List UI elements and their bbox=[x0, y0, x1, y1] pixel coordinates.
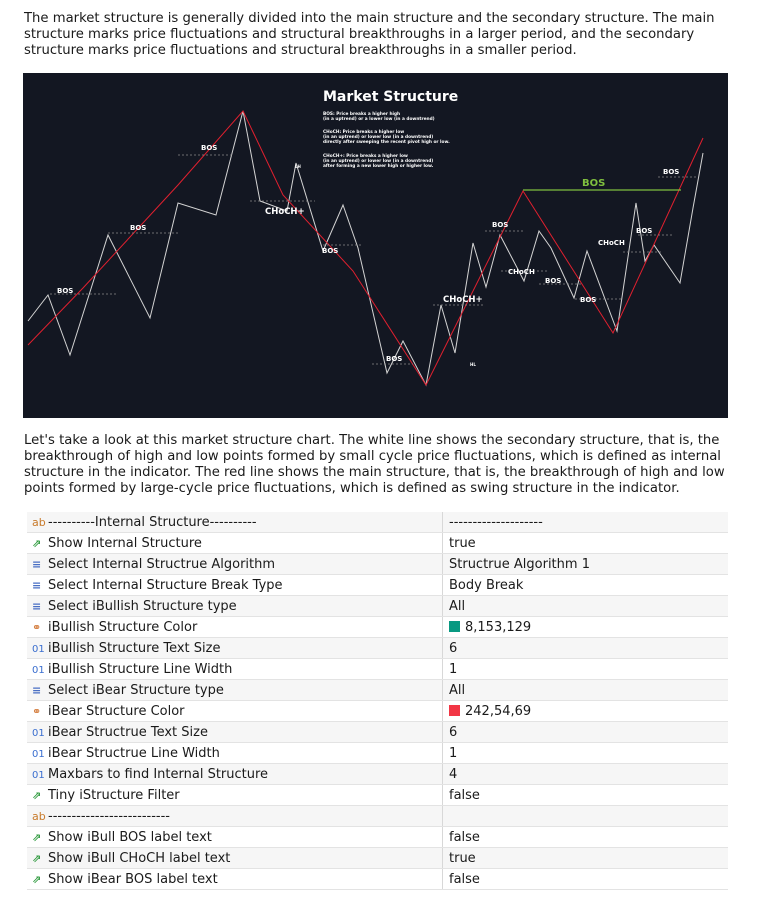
setting-value: Structrue Algorithm 1 bbox=[449, 556, 590, 572]
setting-value-cell[interactable] bbox=[443, 680, 729, 701]
settings-row[interactable] bbox=[27, 869, 728, 890]
setting-value: 6 bbox=[449, 724, 458, 740]
setting-value-cell[interactable] bbox=[443, 764, 729, 785]
setting-name-cell bbox=[27, 785, 443, 806]
choch-plus-label: CHoCH+ bbox=[265, 207, 305, 217]
chart-svg bbox=[23, 73, 728, 418]
legend-line: (in a uptrend) or a lower low (in a downtrend) bbox=[323, 117, 435, 122]
legend-line: BOS: Price breaks a higher high bbox=[323, 112, 401, 117]
ab-type-icon: ab bbox=[32, 515, 46, 529]
settings-row[interactable] bbox=[27, 701, 728, 722]
market-structure-chart bbox=[23, 73, 728, 418]
setting-name-cell bbox=[27, 743, 443, 764]
bool-type-icon: ⇗ bbox=[32, 536, 42, 550]
color-swatch[interactable] bbox=[449, 621, 460, 632]
setting-value-cell[interactable] bbox=[443, 659, 729, 680]
choch-plus-label: CHoCH+ bbox=[443, 295, 483, 305]
setting-value: false bbox=[449, 787, 480, 803]
setting-value-cell[interactable] bbox=[443, 701, 729, 722]
bos-label: BOS bbox=[386, 355, 403, 363]
legend-line: (in an uptrend) or lower low (in a downtrend) bbox=[323, 159, 434, 164]
setting-value: true bbox=[449, 535, 476, 551]
setting-value-cell[interactable] bbox=[443, 575, 729, 596]
enum-type-icon: ≡ bbox=[32, 683, 42, 697]
setting-name: iBear Structrue Text Size bbox=[48, 724, 208, 740]
setting-name: Tiny iStructure Filter bbox=[48, 787, 180, 803]
setting-value: false bbox=[449, 829, 480, 845]
setting-name: Show iBull CHoCH label text bbox=[48, 850, 231, 866]
legend-line: after forming a new lower high or higher low. bbox=[323, 164, 434, 169]
settings-row[interactable] bbox=[27, 659, 728, 680]
bos-label: BOS bbox=[201, 144, 218, 152]
setting-value-cell[interactable] bbox=[443, 722, 729, 743]
setting-name-cell bbox=[27, 575, 443, 596]
choch-label: CHoCH bbox=[598, 239, 625, 247]
bool-type-icon: ⇗ bbox=[32, 872, 42, 886]
setting-value: 242,54,69 bbox=[465, 703, 532, 719]
setting-name-cell bbox=[27, 659, 443, 680]
setting-value-cell[interactable] bbox=[443, 533, 729, 554]
num-type-icon: 01 bbox=[32, 643, 45, 655]
setting-name-cell bbox=[27, 764, 443, 785]
lh-label: LH bbox=[295, 164, 301, 169]
chart-legend bbox=[323, 111, 450, 169]
bos-label: BOS bbox=[636, 227, 653, 235]
setting-value: Body Break bbox=[449, 577, 524, 593]
setting-value-cell[interactable] bbox=[443, 617, 729, 638]
settings-row[interactable] bbox=[27, 512, 728, 533]
choch-label: CHoCH bbox=[508, 268, 535, 276]
setting-value: true bbox=[449, 850, 476, 866]
num-type-icon: 01 bbox=[32, 748, 45, 760]
legend-line: CHoCH: Price breaks a higher low bbox=[323, 130, 405, 135]
setting-value-cell[interactable] bbox=[443, 554, 729, 575]
setting-value: All bbox=[449, 598, 466, 614]
setting-value: 1 bbox=[449, 745, 458, 761]
setting-name-cell bbox=[27, 512, 443, 533]
setting-name: Select Internal Structrue Algorithm bbox=[48, 556, 276, 572]
legend-line: CHoCH+: Price breaks a higher low bbox=[323, 154, 408, 159]
enum-type-icon: ≡ bbox=[32, 557, 42, 571]
bool-type-icon: ⇗ bbox=[32, 851, 42, 865]
color-type-icon: ⚭ bbox=[32, 704, 42, 718]
setting-value-cell[interactable] bbox=[443, 638, 729, 659]
setting-value-cell[interactable] bbox=[443, 869, 729, 890]
setting-value: 1 bbox=[449, 661, 458, 677]
setting-value: 6 bbox=[449, 640, 458, 656]
setting-name: iBear Structure Color bbox=[48, 703, 185, 719]
setting-name: Select iBear Structure type bbox=[48, 682, 224, 698]
description-paragraph: Let's take a look at this market structure chart. The white line shows the secondary structure, that is, the breakthrough of high and low points formed by small cycle price fluctuations, which is defined as internal structure in the indicator. The red line shows the main structure, that is, the breakthrough of high and low points formed by large-cycle price fluctuations, which is defined as swing structure in the indicator. bbox=[24, 433, 725, 496]
setting-name-cell bbox=[27, 806, 443, 827]
settings-row[interactable] bbox=[27, 722, 728, 743]
settings-row[interactable] bbox=[27, 806, 728, 827]
settings-row[interactable] bbox=[27, 743, 728, 764]
setting-name: Select Internal Structure Break Type bbox=[48, 577, 283, 593]
setting-name: Show Internal Structure bbox=[48, 535, 202, 551]
setting-value-cell[interactable] bbox=[443, 806, 729, 827]
setting-name-cell bbox=[27, 701, 443, 722]
setting-name: iBullish Structure Line Width bbox=[48, 661, 233, 677]
color-swatch[interactable] bbox=[449, 705, 460, 716]
hl-label: HL bbox=[470, 362, 476, 367]
settings-row[interactable] bbox=[27, 680, 728, 701]
setting-name: Show iBear BOS label text bbox=[48, 871, 218, 887]
setting-name-cell bbox=[27, 869, 443, 890]
setting-name: Maxbars to find Internal Structure bbox=[48, 766, 269, 782]
setting-name: Show iBull BOS label text bbox=[48, 829, 212, 845]
settings-row[interactable] bbox=[27, 575, 728, 596]
setting-name: -------------------------- bbox=[48, 808, 170, 824]
bos-label: BOS bbox=[545, 277, 562, 285]
bos-label: BOS bbox=[57, 287, 74, 295]
enum-type-icon: ≡ bbox=[32, 599, 42, 613]
setting-name-cell bbox=[27, 554, 443, 575]
bos-label: BOS bbox=[663, 168, 680, 176]
setting-name-cell bbox=[27, 533, 443, 554]
setting-value: -------------------- bbox=[449, 514, 543, 530]
chart-title: Market Structure bbox=[323, 89, 459, 105]
settings-row[interactable] bbox=[27, 533, 728, 554]
setting-name-cell bbox=[27, 617, 443, 638]
num-type-icon: 01 bbox=[32, 769, 45, 781]
num-type-icon: 01 bbox=[32, 664, 45, 676]
settings-row[interactable] bbox=[27, 554, 728, 575]
settings-row[interactable] bbox=[27, 764, 728, 785]
enum-type-icon: ≡ bbox=[32, 578, 42, 592]
setting-value-cell[interactable] bbox=[443, 512, 729, 533]
setting-name-cell bbox=[27, 722, 443, 743]
setting-name-cell bbox=[27, 680, 443, 701]
bos-label: BOS bbox=[580, 296, 597, 304]
bos-label: BOS bbox=[492, 221, 509, 229]
setting-value: All bbox=[449, 682, 466, 698]
setting-name-cell bbox=[27, 848, 443, 869]
color-type-icon: ⚭ bbox=[32, 620, 42, 634]
settings-row[interactable] bbox=[27, 617, 728, 638]
bos-label: BOS bbox=[322, 247, 339, 255]
setting-value: 8,153,129 bbox=[465, 619, 532, 635]
setting-name: iBullish Structure Color bbox=[48, 619, 198, 635]
setting-value: 4 bbox=[449, 766, 458, 782]
settings-row[interactable] bbox=[27, 638, 728, 659]
setting-value: false bbox=[449, 871, 480, 887]
setting-name: Select iBullish Structure type bbox=[48, 598, 237, 614]
settings-row[interactable] bbox=[27, 596, 728, 617]
settings-table bbox=[27, 512, 728, 890]
setting-value-cell[interactable] bbox=[443, 743, 729, 764]
setting-value-cell[interactable] bbox=[443, 827, 729, 848]
setting-name: iBullish Structure Text Size bbox=[48, 640, 221, 656]
setting-value-cell[interactable] bbox=[443, 848, 729, 869]
num-type-icon: 01 bbox=[32, 727, 45, 739]
setting-value-cell[interactable] bbox=[443, 785, 729, 806]
settings-row[interactable] bbox=[27, 827, 728, 848]
bool-type-icon: ⇗ bbox=[32, 788, 42, 802]
setting-name-cell bbox=[27, 827, 443, 848]
legend-line: (in an uptrend) or lower low (in a downtrend) bbox=[323, 135, 434, 140]
setting-name-cell bbox=[27, 596, 443, 617]
legend-line: directly after sweeping the recent pivot high or low. bbox=[323, 140, 450, 145]
bos-green-label: BOS bbox=[582, 178, 606, 189]
bool-type-icon: ⇗ bbox=[32, 830, 42, 844]
setting-value-cell[interactable] bbox=[443, 596, 729, 617]
setting-name: iBear Structrue Line Width bbox=[48, 745, 220, 761]
bos-label: BOS bbox=[130, 224, 147, 232]
setting-name-cell bbox=[27, 638, 443, 659]
setting-name: ----------Internal Structure---------- bbox=[48, 514, 257, 530]
ab-type-icon: ab bbox=[32, 809, 46, 823]
settings-row[interactable] bbox=[27, 848, 728, 869]
settings-row[interactable] bbox=[27, 785, 728, 806]
intro-paragraph: The market structure is generally divided into the main structure and the secondary structure. The main structure marks price fluctuations and structural breakthroughs in a larger period, and the secondary structure marks price fluctuations and structural breakthroughs in a smaller period. bbox=[24, 11, 715, 58]
